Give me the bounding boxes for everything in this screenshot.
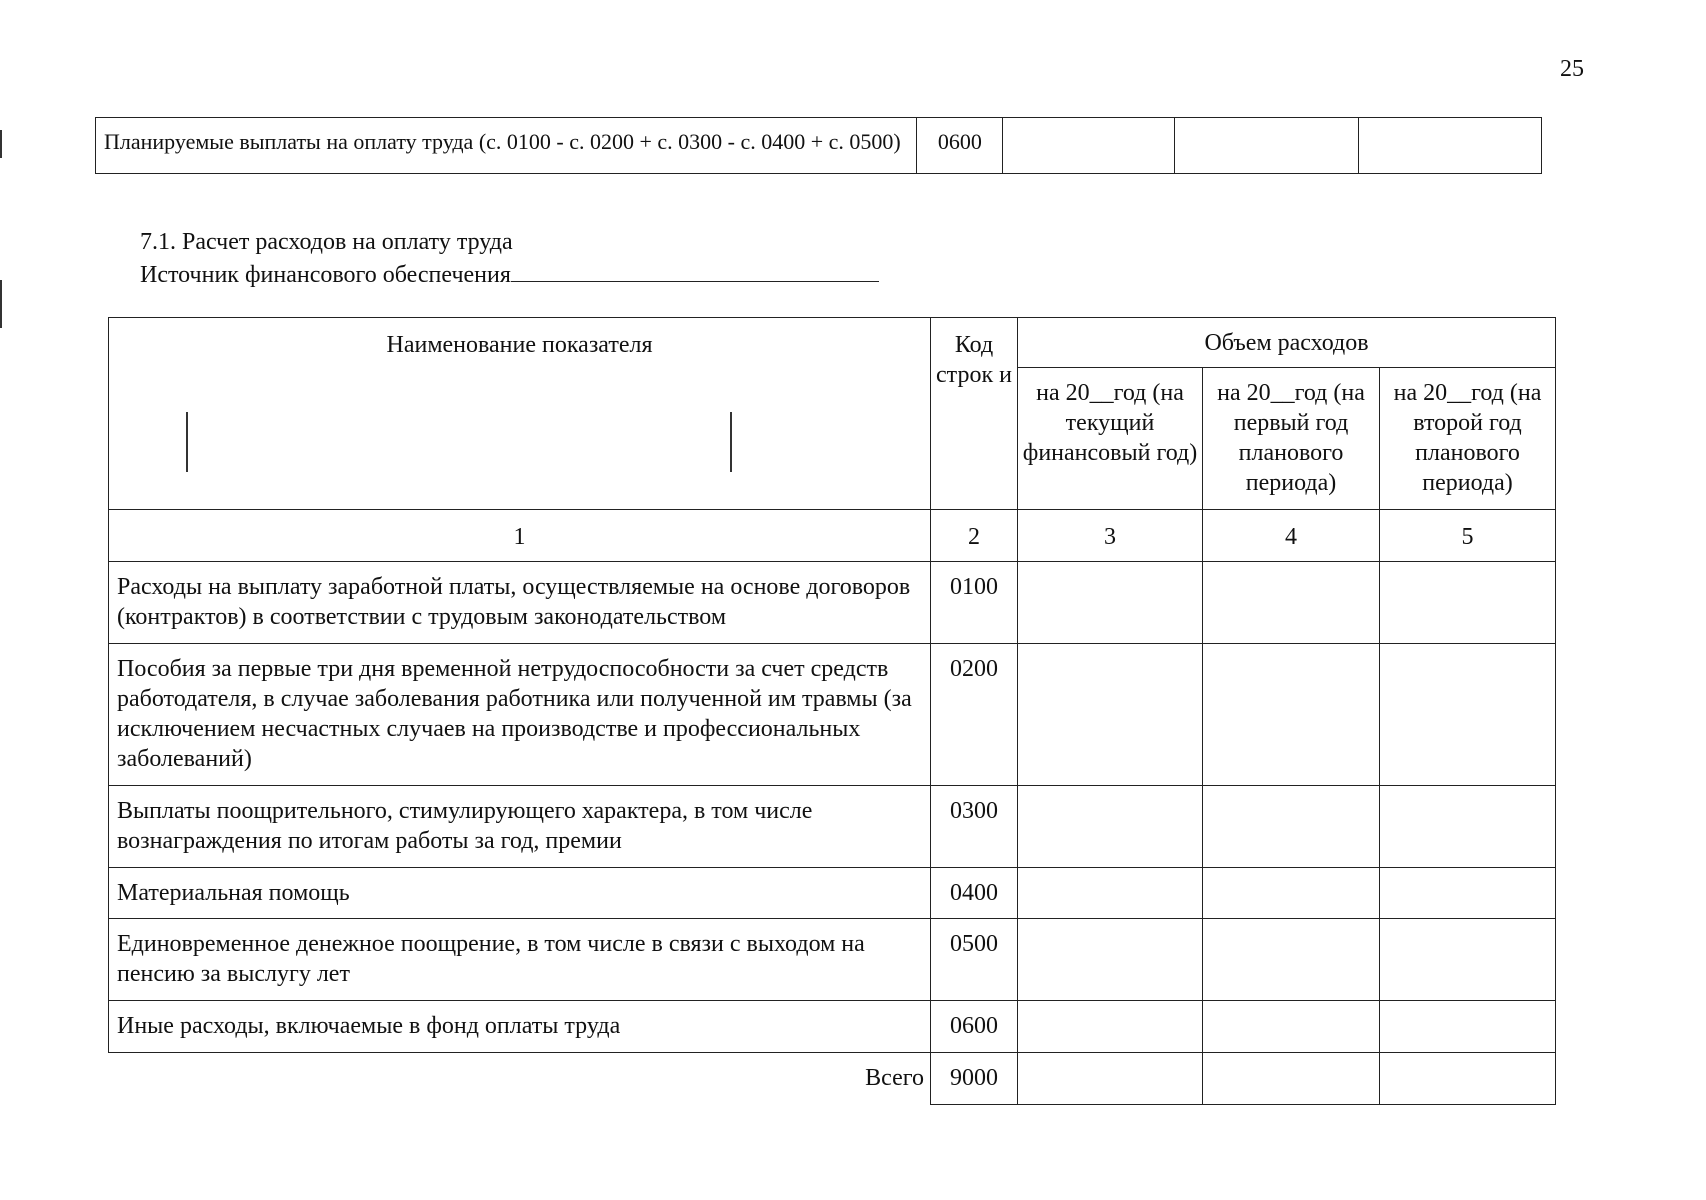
row-code: 0300 [931,786,1018,868]
row-name: Иные расходы, включаемые в фонд оплаты труда [109,1001,931,1053]
row-value-3 [1018,919,1203,1001]
row-name: Пособия за первые три дня временной нетрудоспособности за счет средств работодателя, в случае заболевания работника или полученной им травмы (за исключением несчастных случаев на производстве и профессиональных заболеваний) [109,644,931,786]
row-code: 0200 [931,644,1018,786]
column-number: 5 [1380,510,1556,562]
row-value-4 [1203,919,1380,1001]
scan-mark [186,412,188,472]
row-value-5 [1380,786,1556,868]
row-value-4 [1203,562,1380,644]
column-number: 2 [931,510,1018,562]
total-code: 9000 [931,1053,1018,1105]
total-row [109,1053,1556,1105]
section-heading: 7.1. Расчет расходов на оплату труда [140,229,513,255]
row-value-5 [1380,644,1556,786]
funding-source-label: Источник финансового обеспечения [140,262,511,288]
row-code: 0500 [931,919,1018,1001]
table-row [109,562,1556,644]
row-code: 0100 [931,562,1018,644]
funding-source-line [140,257,879,290]
row-code: 0400 [931,868,1018,919]
total-value-5 [1380,1053,1556,1105]
total-value-3 [1018,1053,1203,1105]
column-number-row [109,510,1556,562]
row-name: Расходы на выплату заработной платы, осуществляемые на основе договоров (контрактов) в соответствии с трудовым законодательством [109,562,931,644]
labor-cost-table [108,317,1556,1105]
summary-cell-5 [1359,118,1542,174]
summary-code: 0600 [917,118,1003,174]
total-label: Всего [865,1065,924,1091]
summary-table [95,117,1542,174]
scan-mark [0,130,2,158]
header-row-1 [109,318,1556,368]
row-name: Материальная помощь [109,868,931,919]
row-value-3 [1018,1001,1203,1053]
row-value-4 [1203,786,1380,868]
header-col-5: на 20__год (на второй год планового периода) [1380,368,1556,510]
row-code: 0600 [931,1001,1018,1053]
total-value-4 [1203,1053,1380,1105]
header-volume: Объем расходов [1018,318,1556,368]
summary-cell-4 [1175,118,1359,174]
row-value-5 [1380,1001,1556,1053]
header-code: Код строк и [931,318,1018,510]
row-value-4 [1203,868,1380,919]
table-row [109,868,1556,919]
row-value-5 [1380,919,1556,1001]
header-col-3: на 20__год (на текущий финансовый год) [1018,368,1203,510]
scan-mark [730,412,732,472]
summary-row [96,118,1542,174]
scan-mark [0,280,2,328]
column-number: 1 [109,510,931,562]
row-value-3 [1018,562,1203,644]
row-value-3 [1018,868,1203,919]
summary-cell-3 [1003,118,1175,174]
row-value-4 [1203,1001,1380,1053]
row-name: Выплаты поощрительного, стимулирующего характера, в том числе вознаграждения по итогам работы за год, премии [109,786,931,868]
page-number: 25 [1560,56,1584,82]
table-row [109,786,1556,868]
table-row [109,919,1556,1001]
row-value-5 [1380,562,1556,644]
table-row [109,1001,1556,1053]
row-value-4 [1203,644,1380,786]
table-row [109,644,1556,786]
funding-source-blank [511,257,879,282]
header-name: Наименование показателя [109,318,931,510]
row-name: Единовременное денежное поощрение, в том числе в связи с выходом на пенсию за выслугу лет [109,919,931,1001]
row-value-5 [1380,868,1556,919]
row-value-3 [1018,644,1203,786]
summary-name: Планируемые выплаты на оплату труда (с. 0100 - с. 0200 + с. 0300 - с. 0400 + с. 0500) [96,118,917,174]
column-number: 4 [1203,510,1380,562]
column-number: 3 [1018,510,1203,562]
header-col-4: на 20__год (на первый год планового периода) [1203,368,1380,510]
row-value-3 [1018,786,1203,868]
